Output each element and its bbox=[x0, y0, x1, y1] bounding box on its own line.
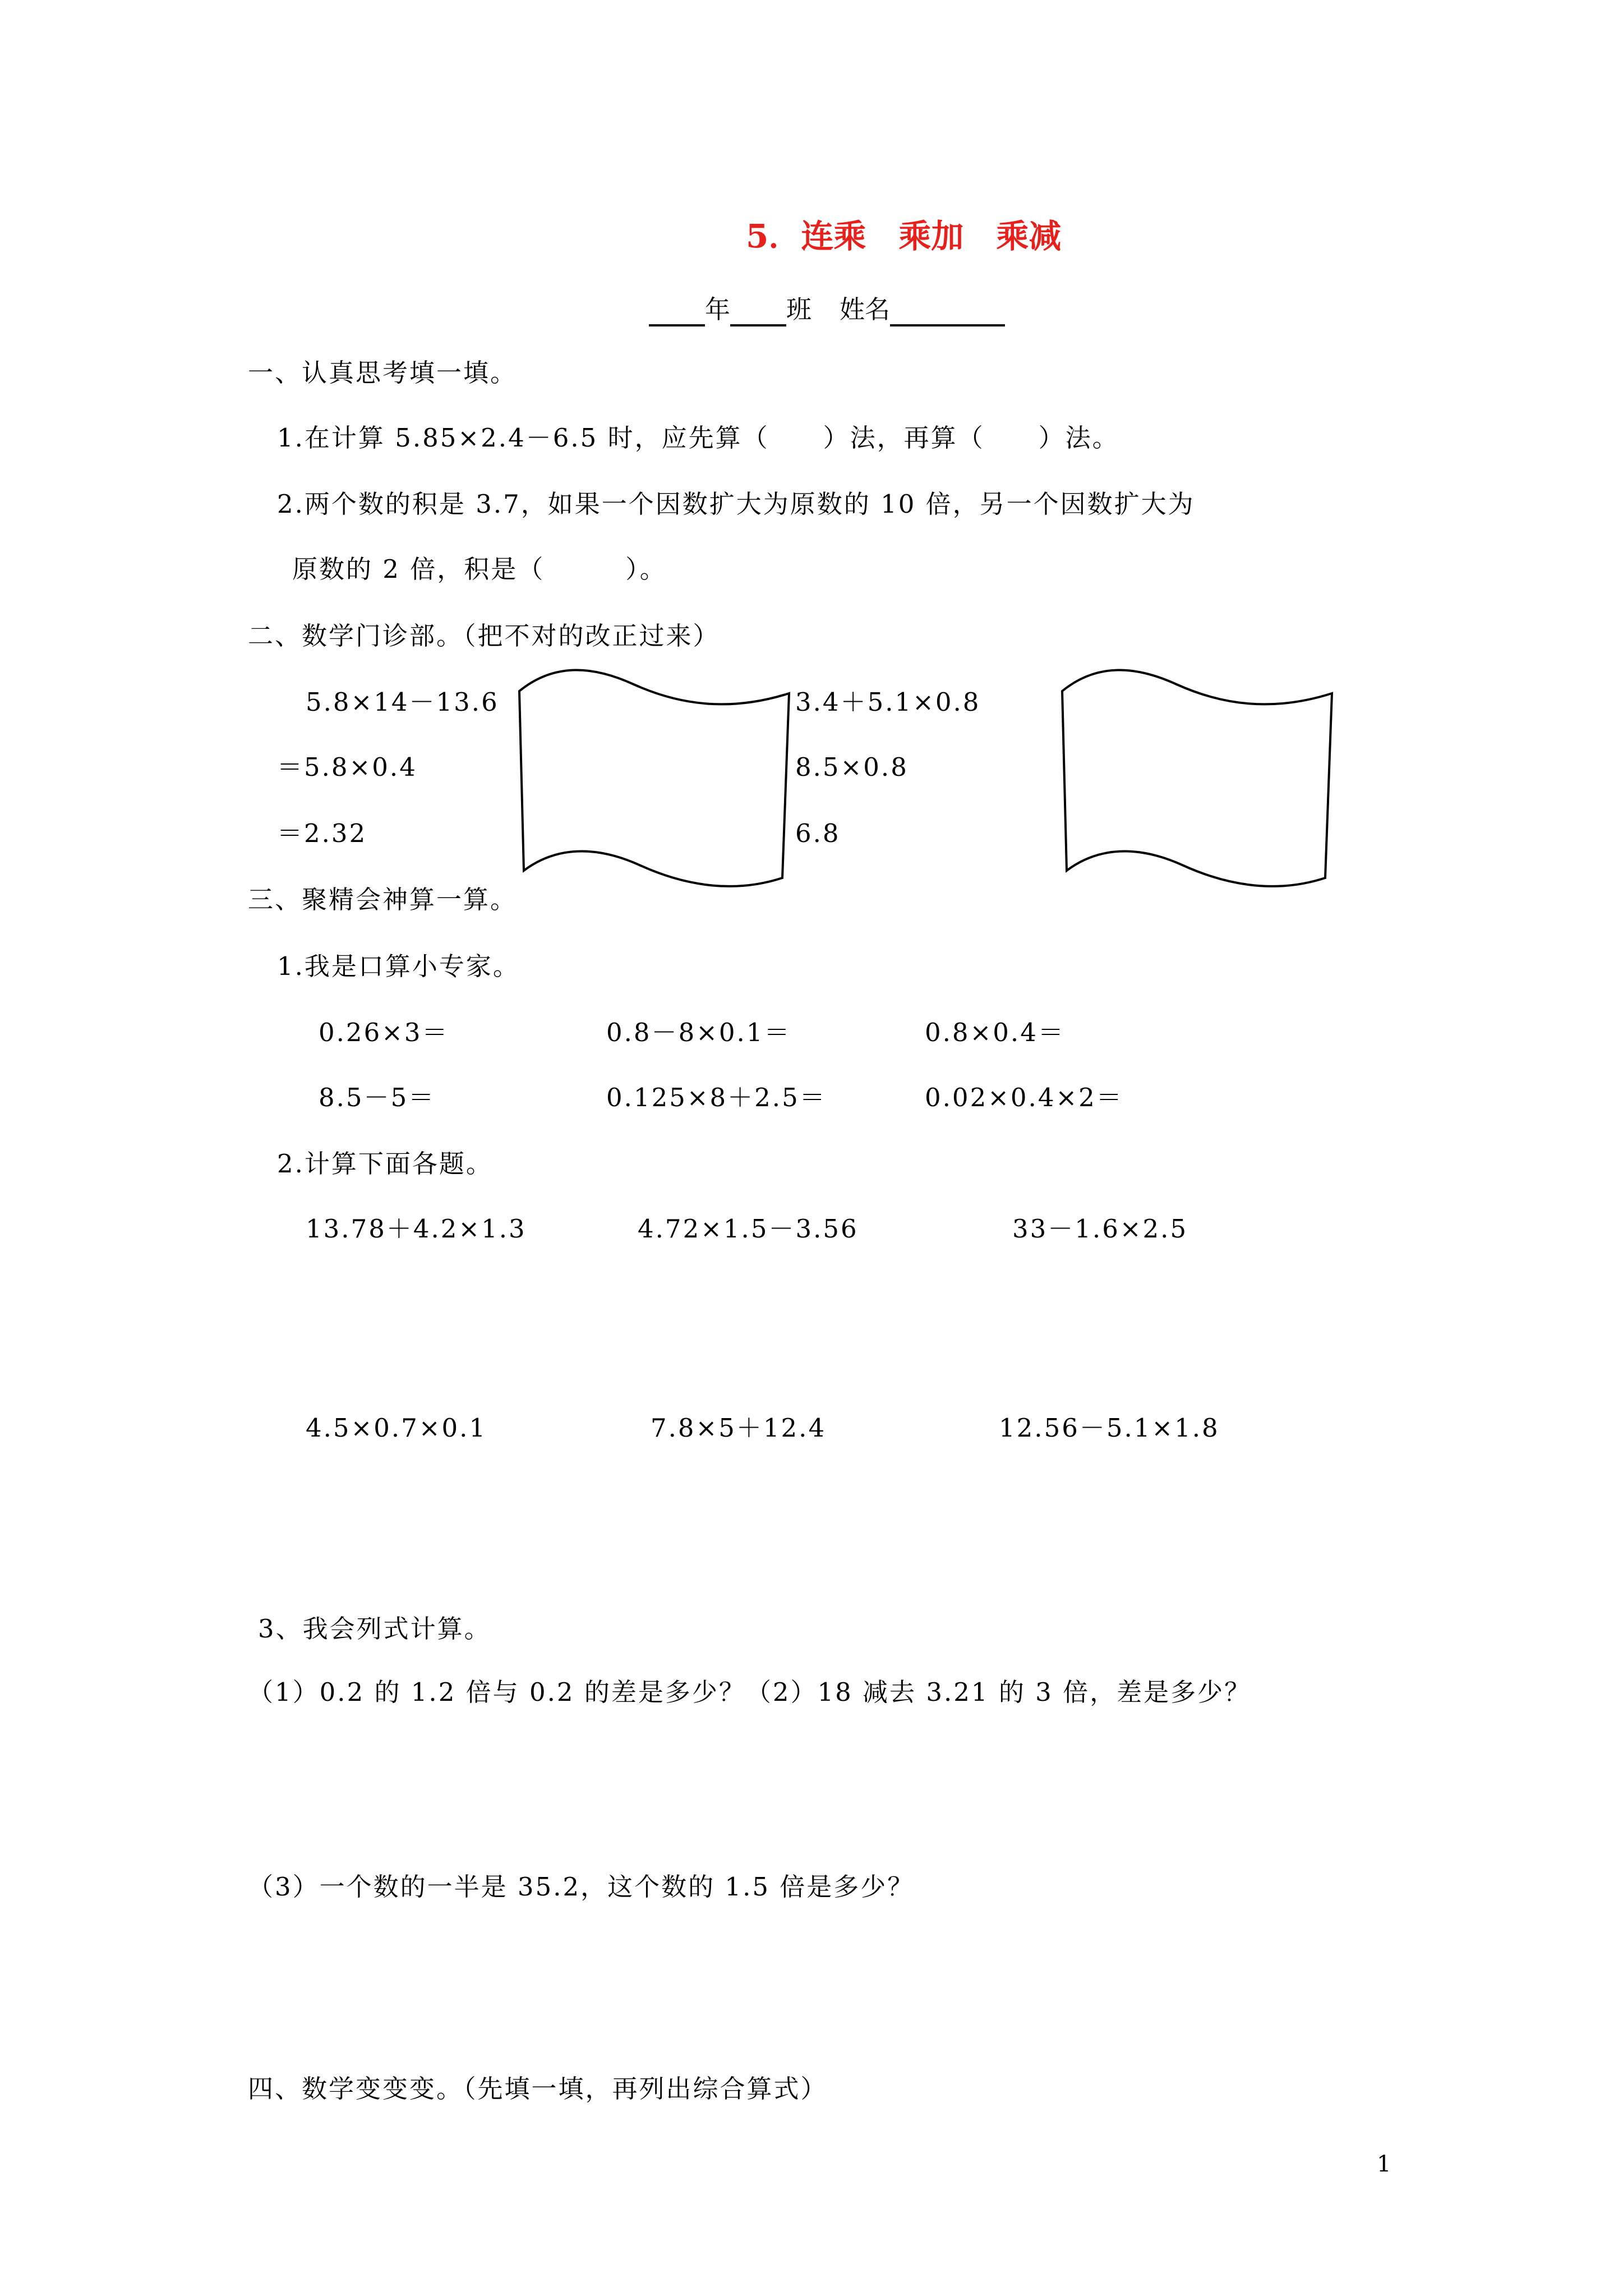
correction-box-2 bbox=[1062, 670, 1332, 886]
class-blank bbox=[730, 297, 786, 326]
clinic-problem1-line1: 5.8×14－13.6 bbox=[306, 687, 499, 717]
grade-blank bbox=[649, 297, 705, 326]
written-calc-heading: 2.计算下面各题。 bbox=[277, 1149, 493, 1179]
clinic-problem1-line2: ＝5.8×0.4 bbox=[277, 752, 417, 782]
section4-heading: 四、数学变变变。（先填一填，再列出综合算式） bbox=[248, 2074, 828, 2104]
clinic-problem2-line1: 3.4＋5.1×0.8 bbox=[795, 687, 981, 717]
section1-question-2-line2: 原数的 2 倍，积是（ ）。 bbox=[292, 554, 667, 584]
oral-item: 0.26×3＝ bbox=[319, 1018, 449, 1047]
section1-question-2-line1: 2.两个数的积是 3.7，如果一个因数扩大为原数的 10 倍，另一个因数扩大为 bbox=[277, 489, 1195, 519]
calc-item: 13.78＋4.2×1.3 bbox=[306, 1214, 527, 1244]
correction-box-1 bbox=[519, 670, 789, 886]
clinic-problem2-line3: 6.8 bbox=[795, 818, 841, 848]
oral-item: 0.8×0.4＝ bbox=[925, 1018, 1065, 1047]
student-info-line bbox=[649, 293, 1005, 326]
section2-heading: 二、数学门诊部。（把不对的改正过来） bbox=[248, 621, 720, 651]
word-problem-heading: 3、我会列式计算。 bbox=[258, 1614, 491, 1644]
oral-item: 0.02×0.4×2＝ bbox=[925, 1083, 1123, 1112]
oral-item: 0.8－8×0.1＝ bbox=[606, 1018, 791, 1047]
word-problem-3: （3）一个数的一半是 35.2，这个数的 1.5 倍是多少？ bbox=[248, 1872, 915, 1902]
calc-item: 12.56－5.1×1.8 bbox=[999, 1413, 1220, 1443]
grade-label: 年 bbox=[705, 295, 731, 324]
name-label: 姓名 bbox=[840, 295, 891, 324]
page-number: 1 bbox=[1377, 2151, 1391, 2177]
clinic-problem2-line2: 8.5×0.8 bbox=[795, 752, 909, 782]
section1-heading: 一、认真思考填一填。 bbox=[248, 358, 518, 388]
word-problem-1-2: （1）0.2 的 1.2 倍与 0.2 的差是多少？（2）18 减去 3.21 的 3 倍，差是多少？ bbox=[248, 1677, 1252, 1707]
calc-item: 4.72×1.5－3.56 bbox=[638, 1214, 859, 1244]
class-label: 班 bbox=[786, 295, 812, 324]
calc-item: 7.8×5＋12.4 bbox=[651, 1413, 827, 1443]
oral-item: 8.5－5＝ bbox=[319, 1083, 436, 1112]
calc-item: 33－1.6×2.5 bbox=[1012, 1214, 1188, 1244]
worksheet-title: 5．连乘 乘加 乘减 bbox=[746, 217, 1062, 255]
calc-item: 4.5×0.7×0.1 bbox=[306, 1413, 487, 1443]
oral-item: 0.125×8＋2.5＝ bbox=[606, 1083, 827, 1112]
clinic-problem1-line3: ＝2.32 bbox=[277, 818, 367, 848]
section1-question-1: 1.在计算 5.85×2.4－6.5 时，应先算（ ）法，再算（ ）法。 bbox=[277, 423, 1119, 453]
section3-heading: 三、聚精会神算一算。 bbox=[248, 885, 518, 914]
oral-calc-heading: 1.我是口算小专家。 bbox=[277, 951, 520, 981]
name-blank bbox=[890, 297, 1005, 326]
